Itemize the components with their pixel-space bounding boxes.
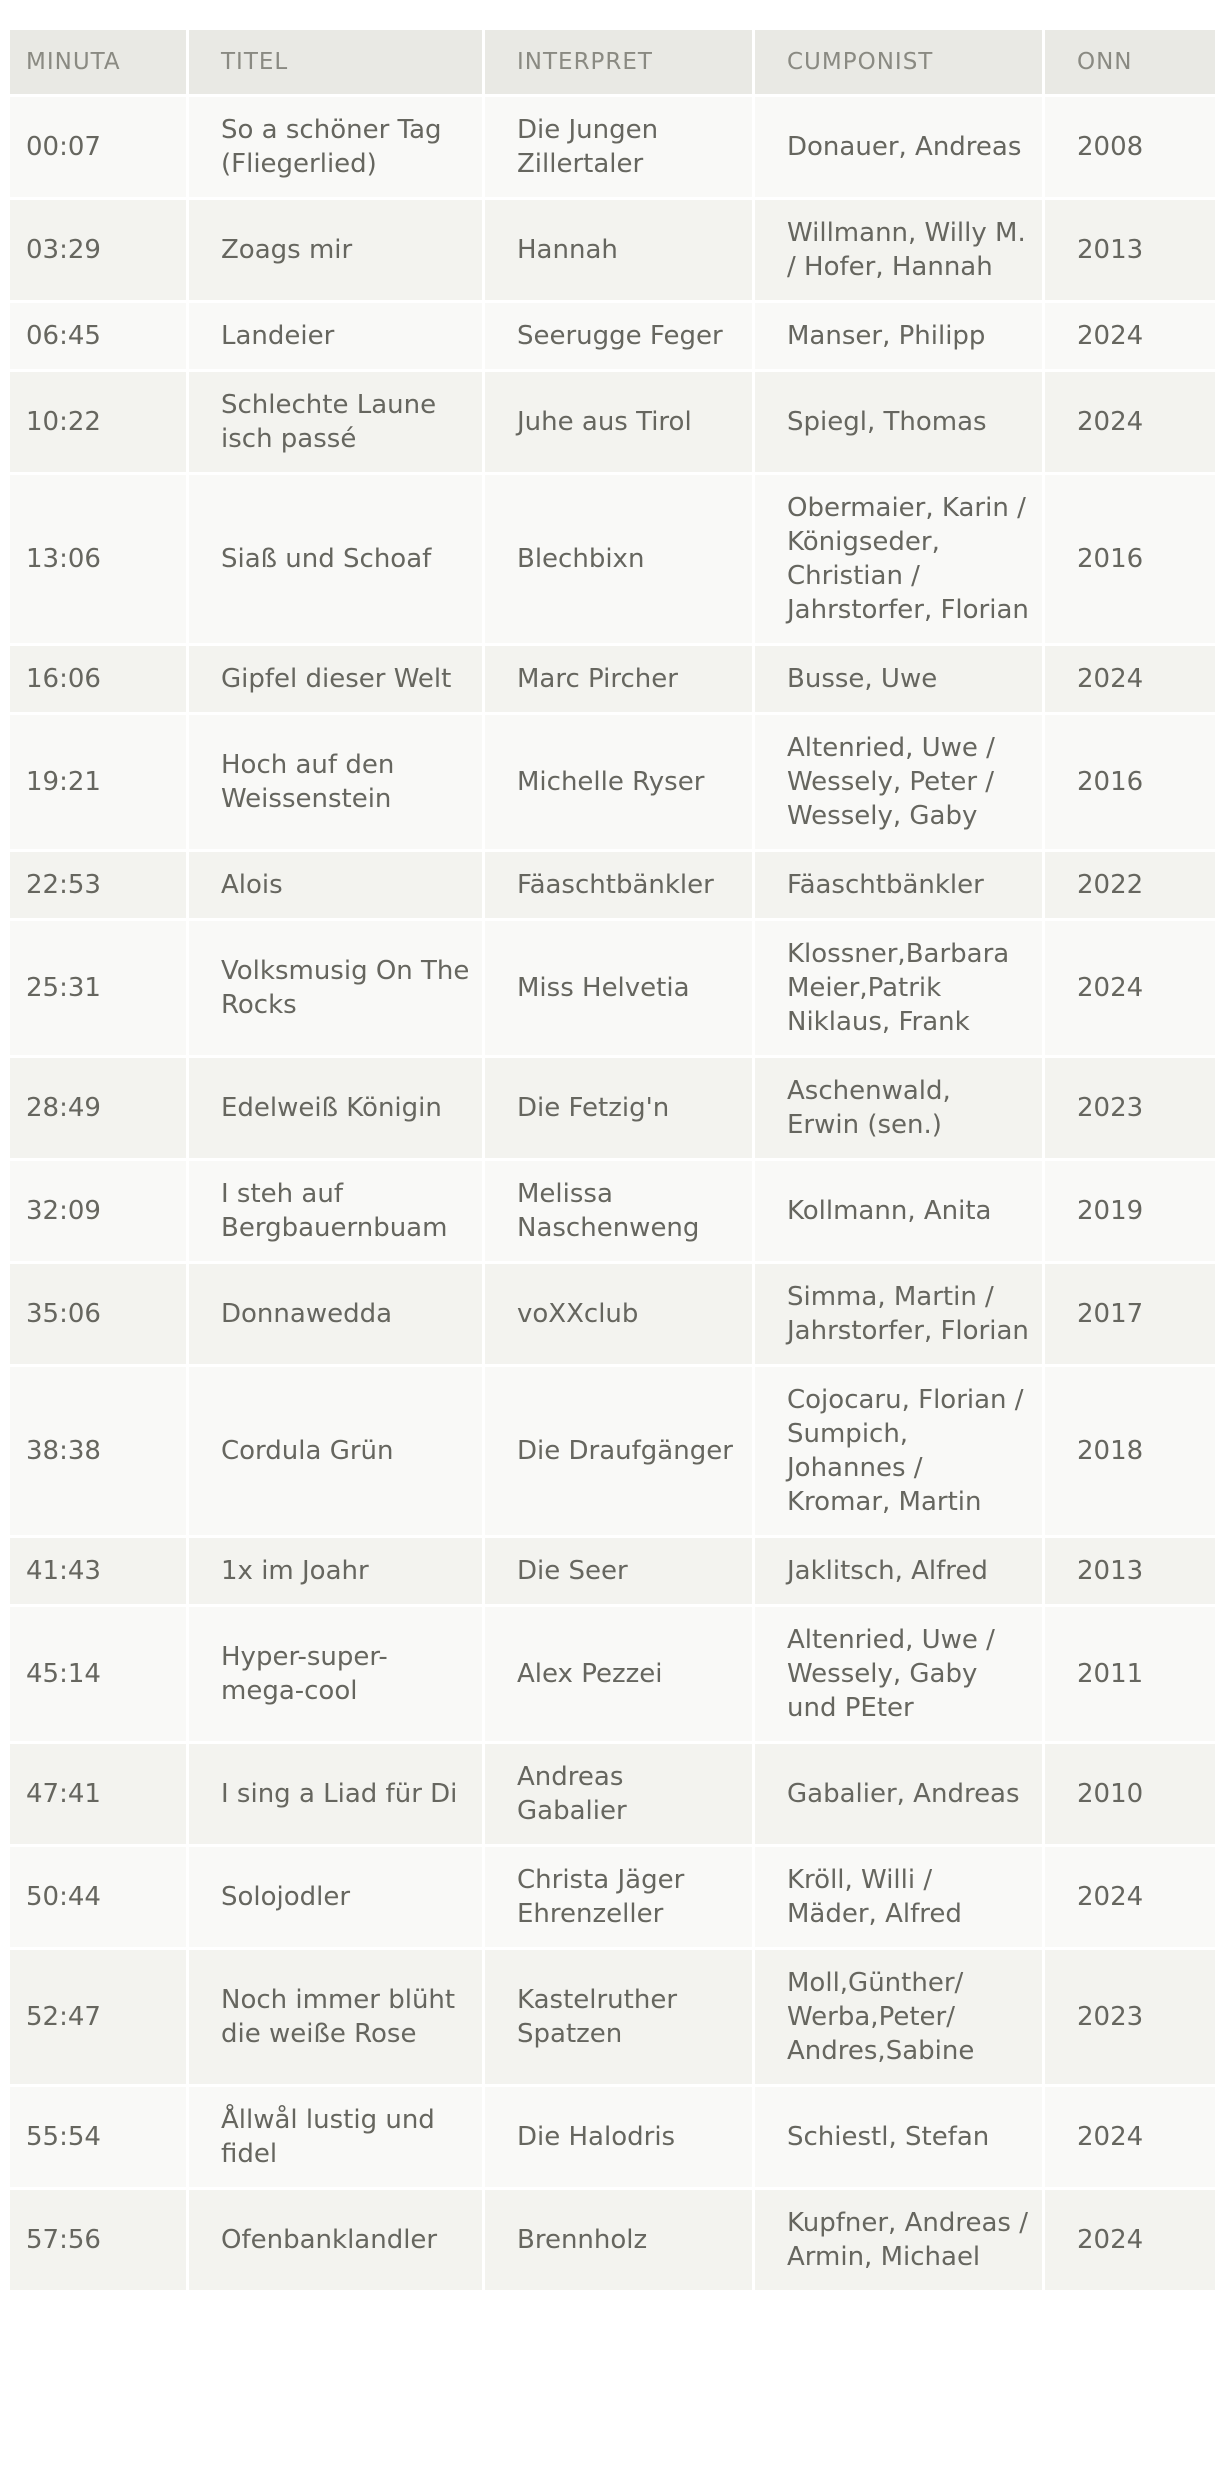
cell-interpret: Brennholz xyxy=(485,2190,752,2290)
cell-minuta: 45:14 xyxy=(10,1607,186,1741)
cell-cumponist: Aschenwald, Erwin (sen.) xyxy=(755,1058,1042,1158)
cell-minuta: 41:43 xyxy=(10,1538,186,1604)
cell-interpret: Hannah xyxy=(485,200,752,300)
column-header-titel: TITEL xyxy=(189,30,482,94)
table-header xyxy=(10,30,1215,94)
cell-titel: Volksmusig On The Rocks xyxy=(189,921,482,1055)
cell-interpret: Alex Pezzei xyxy=(485,1607,752,1741)
table-row xyxy=(10,852,1215,918)
table-row xyxy=(10,200,1215,300)
cell-titel: Donnawedda xyxy=(189,1264,482,1364)
header-row xyxy=(10,30,1215,94)
cell-interpret: Die Fetzig'n xyxy=(485,1058,752,1158)
cell-cumponist: Manser, Philipp xyxy=(755,303,1042,369)
table-row xyxy=(10,1367,1215,1535)
cell-titel: Hyper-super-mega-cool xyxy=(189,1607,482,1741)
cell-minuta: 47:41 xyxy=(10,1744,186,1844)
cell-cumponist: Obermaier, Karin / Königseder, Christian / Jahrstorfer, Florian xyxy=(755,475,1042,643)
cell-cumponist: Spiegl, Thomas xyxy=(755,372,1042,472)
table-row xyxy=(10,372,1215,472)
cell-interpret: voXXclub xyxy=(485,1264,752,1364)
cell-cumponist: Simma, Martin / Jahrstorfer, Florian xyxy=(755,1264,1042,1364)
cell-titel: So a schöner Tag (Fliegerlied) xyxy=(189,97,482,197)
table-row xyxy=(10,475,1215,643)
table-row xyxy=(10,1264,1215,1364)
cell-onn: 2024 xyxy=(1045,2087,1215,2187)
cell-interpret: Die Halodris xyxy=(485,2087,752,2187)
cell-titel: Edelweiß Königin xyxy=(189,1058,482,1158)
cell-onn: 2022 xyxy=(1045,852,1215,918)
table-row xyxy=(10,1607,1215,1741)
cell-cumponist: Schiestl, Stefan xyxy=(755,2087,1042,2187)
cell-interpret: Die Seer xyxy=(485,1538,752,1604)
table-row xyxy=(10,1538,1215,1604)
cell-minuta: 25:31 xyxy=(10,921,186,1055)
cell-minuta: 13:06 xyxy=(10,475,186,643)
cell-minuta: 52:47 xyxy=(10,1950,186,2084)
cell-onn: 2013 xyxy=(1045,1538,1215,1604)
cell-cumponist: Altenried, Uwe / Wessely, Gaby und PEter xyxy=(755,1607,1042,1741)
cell-titel: Gipfel dieser Welt xyxy=(189,646,482,712)
cell-titel: Hoch auf den Weissenstein xyxy=(189,715,482,849)
cell-titel: I sing a Liad für Di xyxy=(189,1744,482,1844)
cell-cumponist: Moll,Günther/ Werba,Peter/ Andres,Sabine xyxy=(755,1950,1042,2084)
cell-interpret: Michelle Ryser xyxy=(485,715,752,849)
cell-onn: 2019 xyxy=(1045,1161,1215,1261)
cell-minuta: 19:21 xyxy=(10,715,186,849)
cell-onn: 2008 xyxy=(1045,97,1215,197)
column-header-minuta: MINUTA xyxy=(10,30,186,94)
table-row xyxy=(10,2087,1215,2187)
cell-titel: Zoags mir xyxy=(189,200,482,300)
cell-onn: 2016 xyxy=(1045,475,1215,643)
cell-minuta: 57:56 xyxy=(10,2190,186,2290)
table-row xyxy=(10,1744,1215,1844)
cell-onn: 2023 xyxy=(1045,1950,1215,2084)
table-row xyxy=(10,715,1215,849)
cell-interpret: Die Jungen Zillertaler xyxy=(485,97,752,197)
cell-minuta: 28:49 xyxy=(10,1058,186,1158)
cell-cumponist: Willmann, Willy M. / Hofer, Hannah xyxy=(755,200,1042,300)
cell-onn: 2010 xyxy=(1045,1744,1215,1844)
cell-interpret: Blechbixn xyxy=(485,475,752,643)
cell-interpret: Kastelruther Spatzen xyxy=(485,1950,752,2084)
cell-minuta: 03:29 xyxy=(10,200,186,300)
cell-minuta: 38:38 xyxy=(10,1367,186,1535)
cell-minuta: 06:45 xyxy=(10,303,186,369)
cell-cumponist: Busse, Uwe xyxy=(755,646,1042,712)
cell-cumponist: Kröll, Willi / Mäder, Alfred xyxy=(755,1847,1042,1947)
cell-cumponist: Kupfner, Andreas / Armin, Michael xyxy=(755,2190,1042,2290)
table-row xyxy=(10,1950,1215,2084)
cell-titel: Noch immer blüht die weiße Rose xyxy=(189,1950,482,2084)
cell-titel: Schlechte Laune isch passé xyxy=(189,372,482,472)
cell-onn: 2017 xyxy=(1045,1264,1215,1364)
cell-interpret: Marc Pircher xyxy=(485,646,752,712)
cell-interpret: Miss Helvetia xyxy=(485,921,752,1055)
table-row xyxy=(10,1847,1215,1947)
cell-cumponist: Kollmann, Anita xyxy=(755,1161,1042,1261)
cell-cumponist: Klossner,Barbara Meier,Patrik Niklaus, Frank xyxy=(755,921,1042,1055)
cell-interpret: Andreas Gabalier xyxy=(485,1744,752,1844)
cell-cumponist: Altenried, Uwe / Wessely, Peter / Wessely, Gaby xyxy=(755,715,1042,849)
cell-minuta: 22:53 xyxy=(10,852,186,918)
cell-interpret: Christa Jäger Ehrenzeller xyxy=(485,1847,752,1947)
cell-onn: 2016 xyxy=(1045,715,1215,849)
cell-titel: 1x im Joahr xyxy=(189,1538,482,1604)
cell-onn: 2024 xyxy=(1045,1847,1215,1947)
cell-titel: I steh auf Bergbauernbuam xyxy=(189,1161,482,1261)
cell-cumponist: Fäaschtbänkler xyxy=(755,852,1042,918)
cell-titel: Ofenbanklandler xyxy=(189,2190,482,2290)
cell-interpret: Melissa Naschenweng xyxy=(485,1161,752,1261)
table-row xyxy=(10,303,1215,369)
cell-onn: 2011 xyxy=(1045,1607,1215,1741)
cell-onn: 2018 xyxy=(1045,1367,1215,1535)
cell-titel: Solojodler xyxy=(189,1847,482,1947)
cell-onn: 2024 xyxy=(1045,921,1215,1055)
cell-titel: Cordula Grün xyxy=(189,1367,482,1535)
cell-onn: 2024 xyxy=(1045,303,1215,369)
cell-cumponist: Jaklitsch, Alfred xyxy=(755,1538,1042,1604)
cell-onn: 2024 xyxy=(1045,646,1215,712)
playlist-table xyxy=(7,27,1218,2293)
cell-minuta: 10:22 xyxy=(10,372,186,472)
table-row xyxy=(10,97,1215,197)
cell-cumponist: Cojocaru, Florian / Sumpich, Johannes / Kromar, Martin xyxy=(755,1367,1042,1535)
table-row xyxy=(10,1058,1215,1158)
cell-titel: Siaß und Schoaf xyxy=(189,475,482,643)
column-header-cumponist: CUMPONIST xyxy=(755,30,1042,94)
cell-interpret: Die Draufgänger xyxy=(485,1367,752,1535)
cell-interpret: Fäaschtbänkler xyxy=(485,852,752,918)
playlist-table-container xyxy=(10,30,1212,2290)
column-header-interpret: INTERPRET xyxy=(485,30,752,94)
cell-minuta: 32:09 xyxy=(10,1161,186,1261)
cell-minuta: 50:44 xyxy=(10,1847,186,1947)
cell-cumponist: Donauer, Andreas xyxy=(755,97,1042,197)
table-body xyxy=(10,97,1215,2290)
cell-onn: 2013 xyxy=(1045,200,1215,300)
column-header-onn: ONN xyxy=(1045,30,1215,94)
cell-minuta: 35:06 xyxy=(10,1264,186,1364)
cell-titel: Landeier xyxy=(189,303,482,369)
cell-minuta: 16:06 xyxy=(10,646,186,712)
cell-onn: 2024 xyxy=(1045,2190,1215,2290)
cell-titel: Ållwål lustig und fidel xyxy=(189,2087,482,2187)
cell-cumponist: Gabalier, Andreas xyxy=(755,1744,1042,1844)
cell-minuta: 55:54 xyxy=(10,2087,186,2187)
cell-onn: 2023 xyxy=(1045,1058,1215,1158)
cell-interpret: Seerugge Feger xyxy=(485,303,752,369)
table-row xyxy=(10,646,1215,712)
cell-titel: Alois xyxy=(189,852,482,918)
table-row xyxy=(10,921,1215,1055)
cell-interpret: Juhe aus Tirol xyxy=(485,372,752,472)
table-row xyxy=(10,2190,1215,2290)
cell-minuta: 00:07 xyxy=(10,97,186,197)
table-row xyxy=(10,1161,1215,1261)
cell-onn: 2024 xyxy=(1045,372,1215,472)
